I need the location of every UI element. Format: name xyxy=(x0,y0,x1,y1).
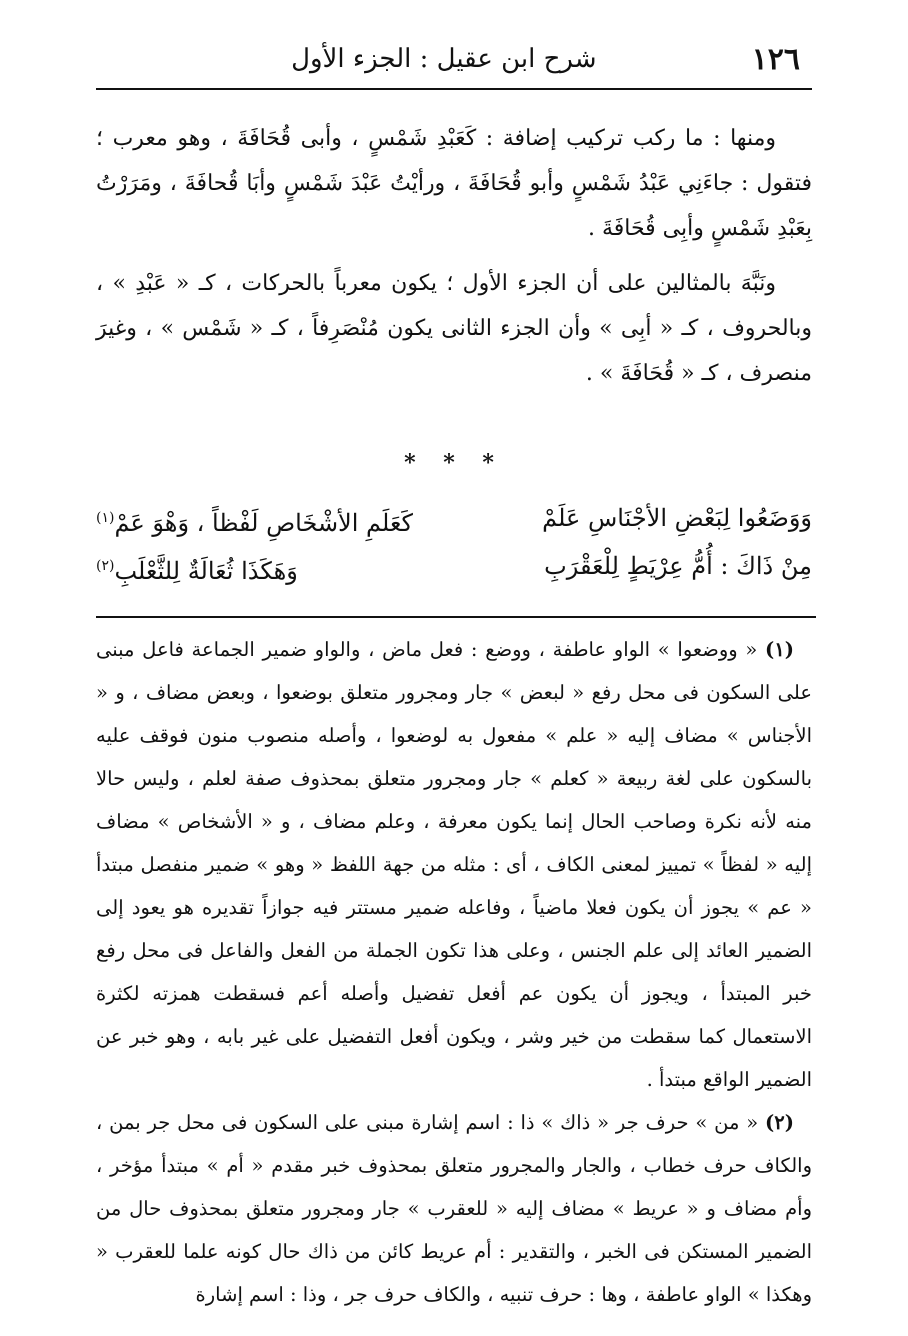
footnote-text: « من » حرف جر « ذاك » ذا : اسم إشارة مبنى على السكون فى محل جر بمن ، والكاف حرف خطاب ، والجار والمجرور متعلق بمحذوف خبر مقدم « أم » مبتدأ مؤخر ، وأم مضاف و « عريط » مضاف إليه « للعقرب » جار ومجرور متعلق بمحذوف حال من الضمير المستكن فى الخبر ، والتقدير : أم عريط كائن من ذاك حال كونه علما للعقرب « وهكذا » الواو عاطفة ، وها : حرف تنبيه ، والكاف حرف جر ، وذا : اسم إشارة xyxy=(96,1111,812,1306)
section-separator: * * * xyxy=(404,450,504,476)
verse-hemistich-second xyxy=(96,542,298,590)
page-header xyxy=(96,30,812,90)
footnote-2 xyxy=(96,1101,812,1316)
verse-line xyxy=(96,542,812,590)
footnote-text: « ووضعوا » الواو عاطفة ، ووضع : فعل ماض ، والواو ضمير الجماعة فاعل مبنى على السكون فى محل رفع « لبعض » جار ومجرور متعلق بوضعوا ، وبعض مضاف ، و « الأجناس » مضاف إليه « علم » مفعول به لوضعوا ، وأصله منصوب منون فوقف عليه بالسكون على لغة ربيعة « كعلم » جار ومجرور متعلق بمحذوف صفة لعلم ، وليس حالا منه لأنه نكرة وصاحب الحال إنما يكون معرفة ، وعلم مضاف ، و « الأشخاص » مضاف إليه « لفظاً » تمييز لمعنى الكاف ، أى : مثله من جهة اللفظ « وهو » ضمير منفصل مبتدأ « عم » يجوز أن يكون فعلا ماضياً ، وفاعله ضمير مستتر فيه جوازاً تقديره هو يعود إلى الضمير العائد إلى علم الجنس ، وعلى هذا تكون الجملة من الفعل والفاعل فى محل رفع خبر المبتدأ ، ويجوز أن يكون عم أفعل تفضيل وأصله أعم فسقطت همزته لكثرة الاستعمال كما سقطت من خير وشر ، ويكون أفعل التفضيل على غير بابه ، وهو خبر عن الضمير الواقع مبتدأ . xyxy=(96,638,812,1091)
paragraph: ونَبَّهَ بالمثالين على أن الجزء الأول ؛ يكون معرباً بالحركات ، كـ « عَبْدِ » ، وبالحروف ، كـ « أبِى » وأن الجزء الثانى يكون مُنْصَرِفاً ، كـ « شَمْس » ، وغيرَ منصرف ، كـ « قُحَافَةَ » . xyxy=(96,271,812,386)
verse-hemistich-second xyxy=(96,494,413,542)
verse-hemistich-text: كَعَلَمِ الأشْخَاصِ لَفْظاً ، وَهْوَ عَمْ xyxy=(114,509,413,537)
footnote-reference: (٢) xyxy=(96,558,115,574)
running-title: شرح ابن عقيل : الجزء الأول xyxy=(291,44,597,74)
page-number: ١٢٦ xyxy=(751,41,800,77)
verse-hemistich-first: مِنْ ذَاكَ : أُمُّ عِرْيَطٍ لِلْعَقْرَبِ xyxy=(544,552,812,580)
footnotes xyxy=(96,628,812,1316)
footnote-number: (١) xyxy=(765,638,794,661)
verse-block xyxy=(96,494,812,590)
main-text xyxy=(96,116,812,406)
footnote-number: (٢) xyxy=(765,1111,794,1134)
verse-hemistich-text: وَهَكَذَا ثُعَالَةٌ لِلثَّعْلَبِ xyxy=(114,557,298,585)
footnote-divider xyxy=(96,616,816,618)
verse-line xyxy=(96,494,812,542)
footnote-reference: (١) xyxy=(96,510,115,526)
paragraph: ومنها : ما ركب تركيب إضافة : كَعَبْدِ شَمْسٍ ، وأبى قُحَافَةَ ، وهو معرب ؛ فتقول : جاءَنِي عَبْدُ شَمْسٍ وأبو قُحَافَةَ ، ورأيْتُ عَبْدَ شَمْسٍ وأبَا قُحافَةَ ، ومَرَرْتُ بِعَبْدِ شَمْسٍ وأبِى قُحَافَةَ . xyxy=(96,126,812,241)
footnote-1 xyxy=(96,628,812,1101)
verse-hemistich-first: وَوَضَعُوا لِبَعْضِ الأجْنَاسِ عَلَمْ xyxy=(542,504,812,532)
